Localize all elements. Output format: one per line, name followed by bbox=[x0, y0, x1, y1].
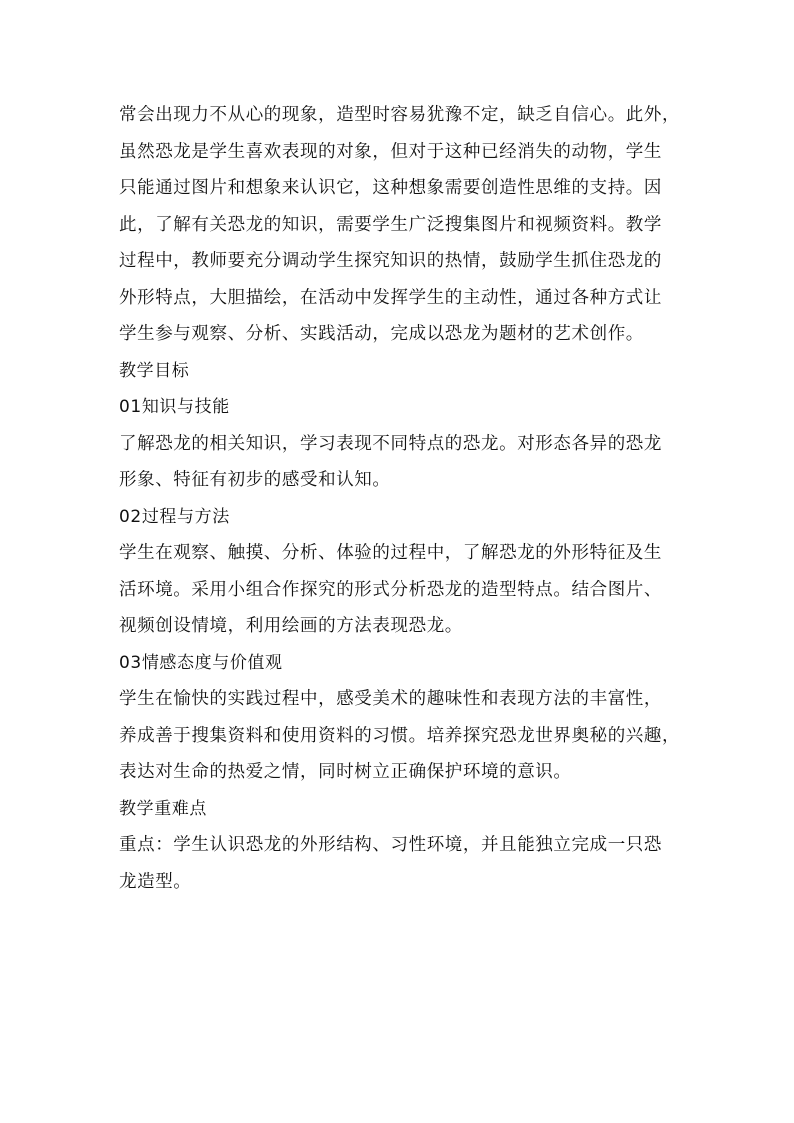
goal3-title: 03情感态度与价值观 bbox=[119, 652, 283, 673]
goal3-line-2: 养成善于搜集资料和使用资料的习惯。培养探究恐龙世界奥秘的兴趣， bbox=[119, 725, 681, 746]
goal2-line-2: 活环境。采用小组合作探究的形式分析恐龙的造型特点。结合图片、 bbox=[119, 579, 662, 600]
goal1-line-1: 了解恐龙的相关知识，学习表现不同特点的恐龙。对形态各异的恐龙 bbox=[119, 433, 662, 454]
goal1-title: 01知识与技能 bbox=[119, 397, 230, 417]
document-page bbox=[119, 97, 679, 900]
goal2-title: 02过程与方法 bbox=[119, 506, 230, 527]
heading-teaching-goals: 教学目标 bbox=[119, 360, 190, 381]
intro-line-4: 此，了解有关恐龙的知识，需要学生广泛搜集图片和视频资料。教学 bbox=[119, 214, 662, 235]
intro-line-2: 虽然恐龙是学生喜欢表现的对象，但对于这种已经消失的动物，学生 bbox=[119, 141, 662, 162]
key-line-2: 龙造型。 bbox=[119, 871, 192, 892]
intro-line-1: 常会出现力不从心的现象，造型时容易犹豫不定，缺乏自信心。此外， bbox=[119, 105, 681, 125]
goal1-line-2: 形象、特征有初步的感受和认知。 bbox=[119, 470, 391, 490]
goal3-line-3: 表达对生命的热爱之情，同时树立正确保护环境的意识。 bbox=[119, 762, 572, 782]
intro-line-6: 外形特点，大胆描绘，在活动中发挥学生的主动性，通过各种方式让 bbox=[119, 287, 662, 308]
goal2-line-3: 视频创设情境，利用绘画的方法表现恐龙。 bbox=[119, 616, 463, 636]
goal2-line-1: 学生在观察、触摸、分析、体验的过程中，了解恐龙的外形特征及生 bbox=[119, 543, 662, 563]
intro-line-5: 过程中，教师要充分调动学生探究知识的热情，鼓励学生抓住恐龙的 bbox=[119, 251, 662, 271]
heading-key-points: 教学重难点 bbox=[119, 798, 207, 819]
intro-line-3: 只能通过图片和想象来认识它，这种想象需要创造性思维的支持。因 bbox=[119, 178, 662, 198]
goal3-line-1: 学生在愉快的实践过程中，感受美术的趣味性和表现方法的丰富性， bbox=[119, 689, 662, 709]
key-line-1: 重点：学生认识恐龙的外形结构、习性环境，并且能独立完成一只恐 bbox=[119, 835, 662, 855]
intro-line-7: 学生参与观察、分析、实践活动，完成以恐龙为题材的艺术创作。 bbox=[119, 324, 644, 344]
